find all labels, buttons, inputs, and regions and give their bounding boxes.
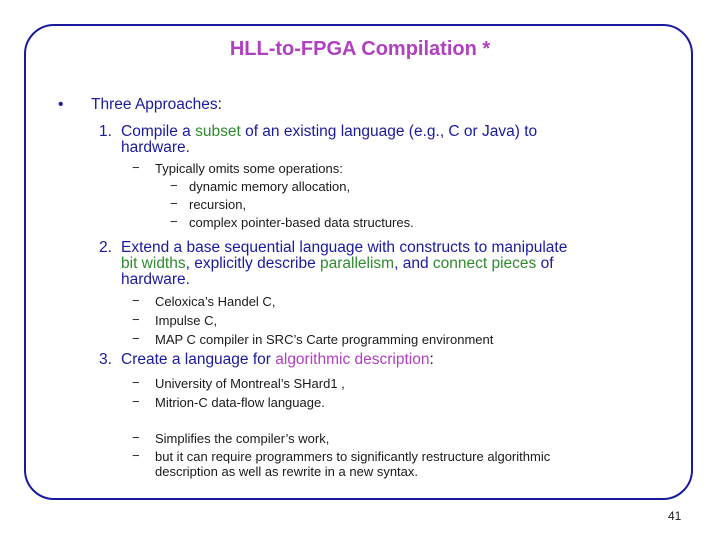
item-1-line-2: hardware. [121, 139, 190, 156]
item-1-subsub-2: recursion, [189, 197, 247, 212]
item-2-sub-2: Impulse C, [155, 313, 218, 328]
item-2-line-2: bit widths, explicitly describe parallelism, and connect pieces of [121, 255, 554, 272]
dash-icon: − [132, 331, 140, 346]
item-2-sub-3: MAP C compiler in SRC’s Carte programming environment [155, 332, 494, 347]
dash-icon: − [132, 448, 140, 463]
item-1-line-1: Compile a subset of an existing language (e.g., C or Java) to [121, 123, 538, 140]
item-3-number: 3. [99, 351, 112, 368]
dash-icon: − [132, 394, 140, 409]
bullet-icon: • [58, 96, 64, 113]
item-1-sub-heading: Typically omits some operations: [155, 161, 343, 176]
dash-icon: − [132, 160, 140, 175]
item-3-line-1: Create a language for algorithmic description: [121, 351, 434, 368]
page-number: 41 [668, 509, 682, 523]
item-2-line-3: hardware. [121, 271, 190, 288]
note-1: Simplifies the compiler’s work, [155, 431, 330, 446]
dash-icon: − [170, 178, 178, 193]
slide-title: HLL-to-FPGA Compilation * [229, 38, 491, 60]
dash-icon: − [132, 312, 140, 327]
item-1-number: 1. [99, 123, 112, 140]
item-1-subsub-3: complex pointer-based data structures. [189, 215, 414, 230]
note-2: but it can require programmers to significantly restructure algorithmic [155, 449, 551, 464]
item-3-sub-1: University of Montreal’s SHard1 , [155, 376, 345, 391]
dash-icon: − [170, 214, 178, 229]
item-1-subsub-1: dynamic memory allocation, [189, 179, 351, 194]
item-3-sub-2: Mitrion-C data-flow language. [155, 395, 325, 410]
item-2-sub-1: Celoxica’s Handel C, [155, 294, 276, 309]
dash-icon: − [170, 196, 178, 211]
note-2-continued: description as well as rewrite in a new syntax. [155, 464, 419, 479]
item-2-number: 2. [99, 239, 112, 256]
item-2-line-1: Extend a base sequential language with constructs to manipulate [121, 239, 568, 256]
dash-icon: − [132, 430, 140, 445]
dash-icon: − [132, 375, 140, 390]
dash-icon: − [132, 293, 140, 308]
approaches-heading: Three Approaches: [91, 96, 222, 113]
